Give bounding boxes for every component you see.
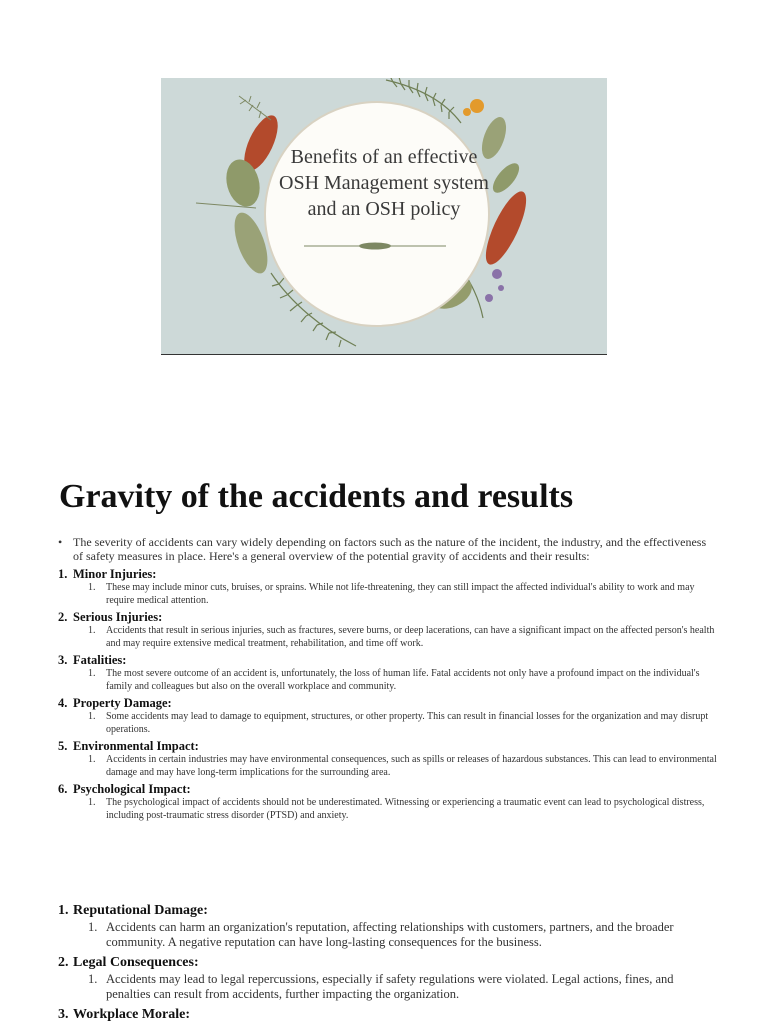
list-item-number: 3. xyxy=(58,653,68,667)
list-item-title xyxy=(58,739,718,754)
list-item-number: 1. xyxy=(58,567,68,581)
list-item-title xyxy=(58,696,718,711)
list-item-description xyxy=(58,920,718,950)
list-item-title-text: Fatalities: xyxy=(73,653,127,667)
sub-item-number: 1. xyxy=(88,711,96,722)
sub-item-number: 1. xyxy=(88,754,96,765)
sub-item-text: These may include minor cuts, bruises, or sprains. While not life-threatening, they can still impact the affected individual's ability to work and may require medical attention. xyxy=(106,582,695,606)
sub-item-number: 1. xyxy=(88,668,96,679)
consequences-list xyxy=(58,902,718,1026)
slide-title xyxy=(256,144,512,222)
sub-item-text: Some accidents may lead to damage to equipment, structures, or other property. This can result in financial losses for the organization and may disrupt operations. xyxy=(106,711,709,735)
list-item-number: 1. xyxy=(58,903,69,918)
sub-item-text: The most severe outcome of an accident is, unfortunately, the loss of human life. Fatal accidents not only have a profound impact on the individual's family and colleagues but also on the overall workplace and community. xyxy=(106,668,700,692)
list-item-description xyxy=(58,754,718,779)
list-item-description xyxy=(58,797,718,822)
sub-item-text: Accidents in certain industries may have environmental consequences, such as spills or releases of hazardous substances. This can lead to environmental damage and may have long-term implications for the surrounding area. xyxy=(106,754,717,778)
list-item xyxy=(58,954,718,1002)
list-item-title-text: Workplace Morale: xyxy=(73,1007,191,1022)
list-item-title-text: Legal Consequences: xyxy=(73,955,199,970)
list-item-title xyxy=(58,653,718,668)
list-item xyxy=(58,739,718,779)
list-item-title xyxy=(58,954,718,972)
sub-item-text: Accidents that result in serious injuries, such as fractures, severe burns, or deep lacerations, can have a significant impact on the affected person's health and may require extensive medical treatment, rehabilitation, and time off work. xyxy=(106,625,715,649)
slide-title-line-1: Benefits of an effective xyxy=(290,146,478,168)
list-item xyxy=(58,1006,718,1024)
sub-item-number: 1. xyxy=(88,582,96,593)
intro-text: The severity of accidents can vary widely depending on factors such as the nature of the incident, the industry, and the effectiveness of safety measures in place. Here's a general overview of the potential gravity of accidents and their results: xyxy=(73,535,707,563)
list-item-number: 3. xyxy=(58,1007,69,1022)
list-item xyxy=(58,696,718,736)
list-item-title-text: Property Damage: xyxy=(73,696,172,710)
list-item xyxy=(58,653,718,693)
list-item-title-text: Psychological Impact: xyxy=(73,782,191,796)
slide-title-line-3: and an OSH policy xyxy=(307,198,461,220)
list-item-number: 6. xyxy=(58,782,68,796)
list-item-number: 2. xyxy=(58,955,69,970)
list-item-title-text: Reputational Damage: xyxy=(73,903,208,918)
list-item-title xyxy=(58,782,718,797)
list-item-number: 2. xyxy=(58,610,68,624)
list-item-description xyxy=(58,668,718,693)
sub-item-number: 1. xyxy=(88,920,98,934)
sub-item-number: 1. xyxy=(88,797,96,808)
page-heading: Gravity of the accidents and results xyxy=(59,478,574,515)
sub-item-text: The psychological impact of accidents should not be underestimated. Witnessing or experiencing a traumatic event can lead to psychological distress, including post-traumatic stress disorder (PTSD) and anxiety. xyxy=(106,797,705,821)
list-item-title xyxy=(58,1006,718,1024)
list-item xyxy=(58,902,718,950)
list-item-description xyxy=(58,625,718,650)
list-item-description xyxy=(58,582,718,607)
list-item-title xyxy=(58,902,718,920)
sub-item-text: Accidents may lead to legal repercussions, especially if safety regulations were violated. Legal actions, fines, and penalties can result from accidents, further impacting the organization. xyxy=(106,972,674,1001)
list-item xyxy=(58,782,718,822)
list-item-title xyxy=(58,610,718,625)
list-item-title-text: Minor Injuries: xyxy=(73,567,157,581)
bullet-marker: • xyxy=(58,535,63,549)
sub-item-number: 1. xyxy=(88,972,98,986)
list-item xyxy=(58,610,718,650)
slide-image xyxy=(161,78,607,355)
list-item-number: 4. xyxy=(58,696,68,710)
list-item-title xyxy=(58,567,718,582)
list-item-description xyxy=(58,972,718,1002)
list-item-title-text: Serious Injuries: xyxy=(73,610,163,624)
list-item-number: 5. xyxy=(58,739,68,753)
slide-title-line-2: OSH Management system xyxy=(279,172,489,194)
intro-paragraph xyxy=(58,535,718,563)
sub-item-number: 1. xyxy=(88,625,96,636)
gravity-list xyxy=(58,567,718,825)
list-item-description xyxy=(58,711,718,736)
list-item-title-text: Environmental Impact: xyxy=(73,739,199,753)
sub-item-text: Accidents can harm an organization's reputation, affecting relationships with customers, partners, and the broader community. A negative reputation can have long-lasting consequences for the business. xyxy=(106,920,674,949)
list-item xyxy=(58,567,718,607)
